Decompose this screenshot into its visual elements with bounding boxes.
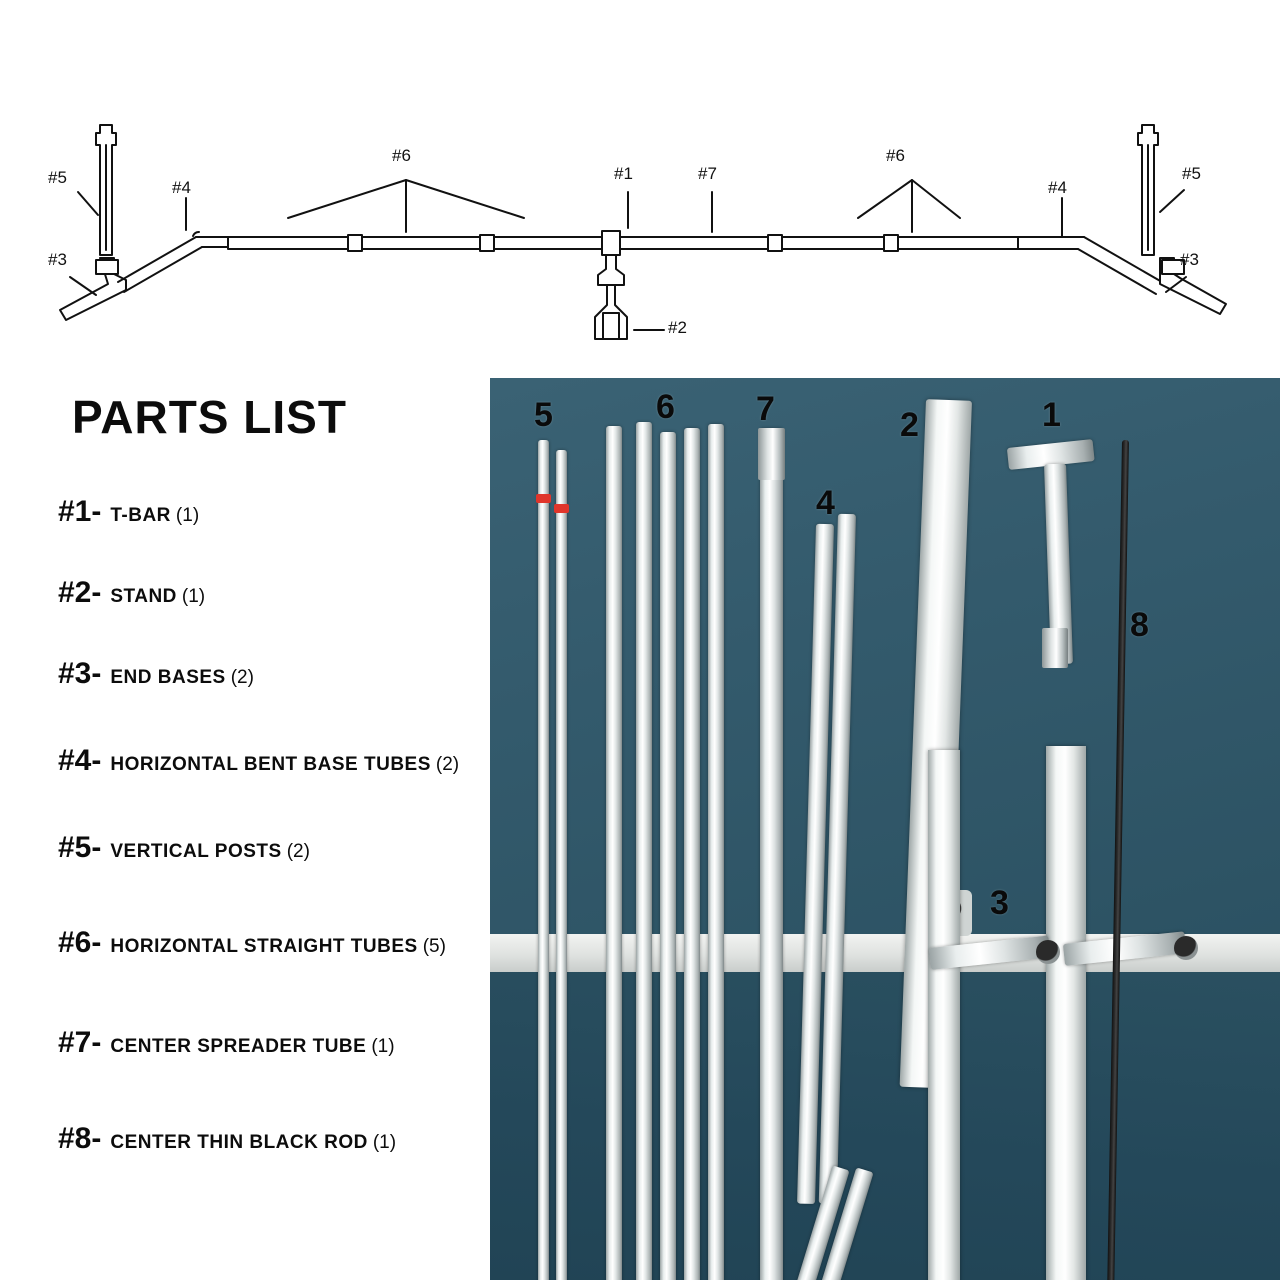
photo-label-1: 1: [1042, 396, 1061, 434]
part-number: #3-: [58, 657, 102, 690]
parts-list-item-4: [58, 744, 459, 778]
part-quantity: (2): [286, 841, 310, 862]
part-quantity: (1): [371, 1036, 395, 1057]
callout-2: #2: [668, 318, 687, 337]
part-number: #4-: [58, 744, 102, 777]
parts-photo: [490, 378, 1280, 1280]
part-description: T-BAR: [110, 505, 171, 526]
part-number: #2-: [58, 576, 102, 609]
callout-4-right: #4: [1048, 178, 1067, 197]
parts-list-item-3: [58, 657, 254, 691]
callout-6-left: #6: [392, 146, 411, 165]
photo-label-3: 3: [990, 884, 1009, 922]
photo-part-center-spreader-tube: [760, 428, 783, 1280]
part-number: #7-: [58, 1026, 102, 1059]
part-number: #8-: [58, 1122, 102, 1155]
part-quantity: (2): [435, 754, 460, 775]
part-description: STAND: [110, 586, 177, 607]
photo-part-straight-tube-5: [708, 424, 724, 1280]
photo-tbar-stem-ferrule: [1042, 628, 1068, 668]
photo-label-4: 4: [816, 484, 835, 522]
parts-list-item-8: [58, 1122, 396, 1156]
photo-part-straight-tube-3: [660, 432, 676, 1280]
photo-label-6: 6: [656, 388, 675, 426]
parts-list-item-2: [58, 576, 205, 610]
part-description: CENTER THIN BLACK ROD: [110, 1132, 368, 1153]
photo-part-straight-tube-2: [636, 422, 652, 1280]
assembly-diagram: [0, 0, 1280, 370]
part-quantity: (2): [230, 667, 254, 688]
photo-red-band-b: [554, 504, 569, 513]
parts-list: [0, 370, 490, 1280]
callout-3-left: #3: [48, 250, 67, 269]
parts-list-title: PARTS LIST: [72, 391, 347, 443]
photo-part-end-base-b: [1046, 746, 1086, 1280]
part-description: VERTICAL POSTS: [110, 841, 282, 862]
part-number: #5-: [58, 831, 102, 864]
photo-part-vertical-post-a: [538, 440, 549, 1280]
callout-1: #1: [614, 164, 633, 183]
part-description: END BASES: [110, 667, 226, 688]
parts-list-item-5: [58, 831, 310, 865]
photo-part-straight-tube-1: [606, 426, 622, 1280]
part-number: #1-: [58, 495, 102, 528]
photo-end-base-socket-b-hole: [1174, 936, 1198, 960]
photo-spreader-coupler-top: [758, 428, 785, 480]
part-number: #6-: [58, 926, 102, 959]
part-description: HORIZONTAL STRAIGHT TUBES: [110, 936, 418, 957]
part-quantity: (1): [181, 586, 206, 607]
photo-label-8: 8: [1130, 606, 1149, 644]
part-quantity: (1): [175, 505, 200, 526]
parts-list-item-1: [58, 495, 199, 529]
callout-7: #7: [698, 164, 717, 183]
photo-red-band-a: [536, 494, 551, 503]
photo-part-straight-tube-4: [684, 428, 700, 1280]
callout-6-right: #6: [886, 146, 905, 165]
photo-label-5: 5: [534, 396, 553, 434]
photo-end-base-socket-a-hole: [1036, 940, 1060, 964]
parts-list-item-7: [58, 1026, 395, 1060]
part-description: HORIZONTAL BENT BASE TUBES: [110, 754, 431, 775]
part-quantity: (5): [422, 936, 446, 957]
photo-label-7: 7: [756, 390, 775, 428]
photo-part-vertical-post-b: [556, 450, 567, 1280]
photo-part-end-base-a: [928, 750, 960, 1280]
assembly-line-drawing: [0, 0, 1280, 370]
part-quantity: (1): [372, 1132, 397, 1153]
callout-5-right: #5: [1182, 164, 1201, 183]
callout-4-left: #4: [172, 178, 191, 197]
part-description: CENTER SPREADER TUBE: [110, 1036, 367, 1057]
parts-list-item-6: [58, 926, 446, 960]
callout-5-left: #5: [48, 168, 67, 187]
photo-label-2: 2: [900, 406, 919, 444]
callout-3-right: #3: [1180, 250, 1199, 269]
